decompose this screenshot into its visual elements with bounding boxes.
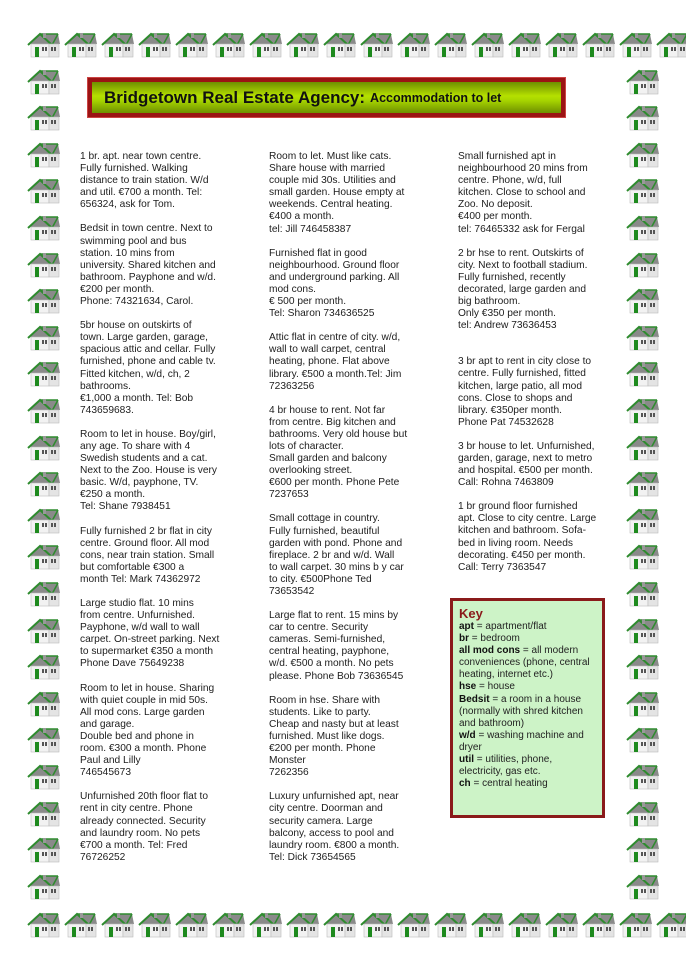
house-icon <box>27 874 61 900</box>
key-definition: = bedroom <box>469 633 520 645</box>
house-icon <box>626 801 660 827</box>
listing-ad: Small furnished apt in neighbourhood 20 mins from centre. Phone, w/d, full kitchen. Close to school and Zoo. No deposit. €400 per month. tel: 76465332 ask for Fergal <box>458 151 588 235</box>
house-icon <box>286 32 320 58</box>
house-icon <box>212 32 246 58</box>
house-icon <box>626 691 660 717</box>
key-definition: = house <box>476 681 515 693</box>
key-entry <box>459 754 596 778</box>
house-icon <box>27 801 61 827</box>
house-icon <box>582 912 616 938</box>
house-icon <box>27 105 61 131</box>
house-icon <box>323 32 357 58</box>
house-icon <box>656 32 686 58</box>
listing-ad: 2 br hse to rent. Outskirts of city. Next to football stadium. Fully furnished, recently decorated, large garden and big bathroom. Only €350 per month. tel: Andrew 73636453 <box>458 247 588 332</box>
ads-column-2 <box>269 151 451 876</box>
house-icon <box>626 727 660 753</box>
page-title: Bridgetown Real Estate Agency: <box>104 87 366 107</box>
key-term: w/d <box>459 729 476 741</box>
house-icon <box>27 325 61 351</box>
listing-ad: Small cottage in country. Fully furnished, beautiful garden with pond. Phone and fireplace. 2 br and w/d. Wall to wall carpet. 30 mins b y car to city. €500Phone Ted 73653542 <box>269 513 404 597</box>
listing-ad: Bedsit in town centre. Next to swimming pool and bus station. 10 mins from university. Shared kitchen and bathroom. Payphone and w/d. €200 per month. Phone: 74321634, Carol. <box>80 223 216 308</box>
house-icon <box>64 912 98 938</box>
key-term: all mod cons <box>459 645 521 657</box>
house-icon <box>360 32 394 58</box>
house-icon <box>656 912 686 938</box>
house-icon <box>619 32 653 58</box>
house-icon <box>249 32 283 58</box>
house-icon <box>27 544 61 570</box>
house-icon <box>27 142 61 168</box>
house-icon <box>175 32 209 58</box>
house-icon <box>27 654 61 680</box>
house-icon <box>626 764 660 790</box>
house-icon <box>249 912 283 938</box>
key-entry <box>459 694 596 730</box>
house-icon <box>582 32 616 58</box>
listing-ad: Room to let in house. Sharing with quiet couple in mid 50s. All mod cons. Large garden and garage. Double bed and phone in room. €300 a month. Phone Paul and Lilly 746545673 <box>80 682 215 779</box>
house-icon <box>434 912 468 938</box>
house-icon <box>626 874 660 900</box>
house-icon <box>626 654 660 680</box>
house-icon <box>27 435 61 461</box>
house-icon <box>27 581 61 607</box>
ads-column-3 <box>458 151 640 586</box>
key-entry <box>459 681 596 693</box>
listing-ad: 3 br apt to rent in city close to centre. Fully furnished, fitted kitchen, large patio, all mod cons. Close to shops and library. €350per month. Phone Pat 74532628 <box>458 356 592 428</box>
house-icon <box>286 912 320 938</box>
house-icon <box>27 252 61 278</box>
key-entry <box>459 730 596 754</box>
key-term: br <box>459 633 469 645</box>
house-icon <box>626 69 660 95</box>
key-box <box>450 598 605 818</box>
house-icon <box>27 32 61 58</box>
listing-ad: Large flat to rent. 15 mins by car to centre. Security cameras. Semi-furnished, central heating, payphone, w/d. €500 a month. No pets please. Phone Bob 73636545 <box>269 610 404 682</box>
house-icon <box>27 764 61 790</box>
house-icon <box>27 837 61 863</box>
key-entry <box>459 645 596 681</box>
house-icon <box>27 727 61 753</box>
page-title-banner <box>88 78 565 117</box>
listing-ad: 5br house on outskirts of town. Large garden, garage, spacious attic and cellar. Fully furnished, phone and cable tv. Fitted kitchen, w/d, ch, 2 bathrooms. €1,000 a month. Tel: Bob 743659683. <box>80 320 216 416</box>
house-icon <box>360 912 394 938</box>
key-entry <box>459 778 596 790</box>
listing-ad: Attic flat in centre of city. w/d, wall to wall carpet, central heating, phone. Flat above library. €500 a month.Tel: Jim 72363256 <box>269 332 402 392</box>
house-icon <box>626 105 660 131</box>
ads-column-1 <box>80 151 262 876</box>
listing-ad: Room in hse. Share with students. Like to party. Cheap and nasty but at least furnished. Must like dogs. €200 per month. Phone Monster 7262356 <box>269 694 399 779</box>
house-icon <box>397 912 431 938</box>
listing-ad: 3 br house to let. Unfurnished, garden, garage, next to metro and hospital. €500 per month. Call: Rohna 7463809 <box>458 440 595 489</box>
listing-ad: 1 br. apt. near town centre. Fully furnished. Walking distance to train station. W/d and util. €700 a month. Tel: 656324, ask for Tom. <box>80 151 209 211</box>
house-icon <box>619 912 653 938</box>
house-icon <box>27 69 61 95</box>
house-icon <box>101 912 135 938</box>
house-icon <box>545 912 579 938</box>
key-entry <box>459 633 596 645</box>
house-icon <box>508 32 542 58</box>
house-icon <box>212 912 246 938</box>
house-icon <box>138 32 172 58</box>
house-icon <box>323 912 357 938</box>
key-term: ch <box>459 778 471 790</box>
house-icon <box>27 361 61 387</box>
house-icon <box>471 912 505 938</box>
house-icon <box>27 691 61 717</box>
house-icon <box>64 32 98 58</box>
page-subtitle: Accommodation to let <box>370 90 502 105</box>
key-definition: = utilities, phone, electricity, gas etc. <box>459 754 553 778</box>
key-definition: = central heating <box>470 778 548 790</box>
house-icon <box>27 178 61 204</box>
house-icon <box>101 32 135 58</box>
house-icon <box>471 32 505 58</box>
key-definition: = a room in a house (normally with shred kitchen and bathroom) <box>459 693 583 729</box>
listing-ad: Fully furnished 2 br flat in city centre. Ground floor. All mod cons, near train station. Small but comfortable €300 a month Tel: Mark 74362972 <box>80 525 215 585</box>
house-icon <box>175 912 209 938</box>
house-icon <box>545 32 579 58</box>
key-term: Bedsit <box>459 693 490 705</box>
house-icon <box>434 32 468 58</box>
house-icon <box>626 618 660 644</box>
house-icon <box>508 912 542 938</box>
key-definition: = apartment/flat <box>474 621 547 632</box>
house-icon <box>27 288 61 314</box>
listing-ad: Large studio flat. 10 mins from centre. Unfurnished. Payphone, w/d wall to wall carpet. On-street parking. Next to supermarket €350 a month Phone Dave 75649238 <box>80 598 220 670</box>
key-entry <box>459 621 596 633</box>
house-icon <box>27 912 61 938</box>
listing-ad: Furnished flat in good neighbourhood. Ground floor and underground parking. All mod cons. € 500 per month. Tel: Sharon 734636525 <box>269 247 400 320</box>
key-title: Key <box>459 606 483 621</box>
listing-ad: Room to let in house. Boy/girl, any age. To share with 4 Swedish students and a cat. Next to the Zoo. House is very basic. W/d, payphone, TV. €250 a month. Tel: Shane 7938451 <box>80 428 218 513</box>
key-definition: = washing machine and dryer <box>459 729 584 753</box>
house-icon <box>138 912 172 938</box>
listing-ad: Unfurnished 20th floor flat to rent in city centre. Phone already connected. Security and laundry room. No pets €700 a month. Tel: Fred 76726252 <box>80 791 208 863</box>
house-icon <box>626 837 660 863</box>
house-icon <box>397 32 431 58</box>
key-definition: = all modern conveniences (phone, central heating, internet etc.) <box>459 645 590 681</box>
listing-ad: 4 br house to rent. Not far from centre. Big kitchen and bathrooms. Very old house but lots of character. Small garden and balcony overlooking street. €600 per month. Phone Pete 7237653 <box>269 404 408 501</box>
house-icon <box>27 618 61 644</box>
key-term: hse <box>459 681 477 693</box>
key-term: util <box>459 754 474 766</box>
listing-ad: Room to let. Must like cats. Share house with married couple mid 30s. Utilities and small garden. House empty at weekends. Central heating. €400 a month. tel: Jill 746458387 <box>269 151 405 235</box>
house-icon <box>27 508 61 534</box>
key-term: apt <box>459 621 474 632</box>
house-icon <box>27 471 61 497</box>
house-icon <box>27 215 61 241</box>
listing-ad: 1 br ground floor furnished apt. Close to city centre. Large kitchen and bathroom. Sofa- bed in living room. Needs decorating. €450 per month. Call: Terry 7363547 <box>458 501 597 573</box>
house-icon <box>27 398 61 424</box>
listing-ad: Luxury unfurnished apt, near city centre. Doorman and security camera. Large balcony, access to pool and laundry room. €800 a month. Tel: Dick 73654565 <box>269 791 400 863</box>
